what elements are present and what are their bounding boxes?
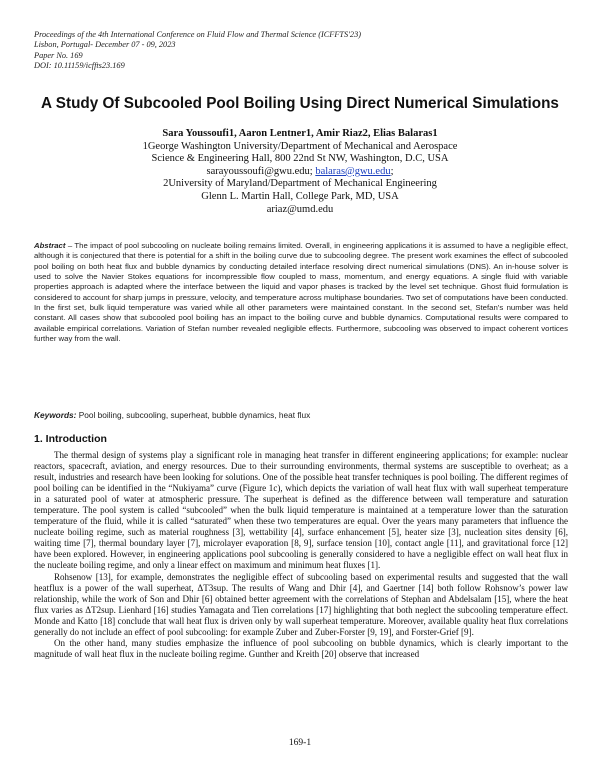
proceedings-line: Proceedings of the 4th International Conference on Fluid Flow and Thermal Science (ICFFTS'23) <box>34 30 361 39</box>
section-heading-introduction: 1. Introduction <box>34 433 107 445</box>
abstract-text: – The impact of pool subcooling on nucleate boiling remains limited. Overall, in engineering applications it is assumed to have a negligible effect, although it is conjectured that there is potential for a shift in the boiling curve due to subcooling degree. The present work examines the effect of subcooled pool boiling on both heat flux and bubble dynamics by conducting detailed interface resolving direct numerical simulations (DNS). An in-house solver is used to solve the Navier Stokes equations for incompressible flow coupled to mass, momentum, and energy equations. A single fluid with variable properties approach is adapted where the interface between the liquid and vapor phases is tracked by the level set technique. Ghost fluid formulation is considered to account for sharp jumps in pressure, velocity, and temperature across multiphase boundaries. Two set of computations have been conducted. In the first set, bulk liquid temperature was varied while all other parameters were maintained constant. In the second set, Stefan’s number was held constant. All cases show that subcooled pool boiling has an impact to the boiling curve and bubble dynamics. Computational results were compared to available empirical correlations. Variation of Stefan number revealed negligible effects. Furthermore, subcooling was observed to impact coherent vortices further way from the wall. <box>34 241 568 344</box>
keywords-label: Keywords: <box>34 410 77 420</box>
email-balaras-link[interactable]: balaras@gwu.edu <box>315 165 391 177</box>
introduction-body <box>34 450 568 660</box>
paper-number-line: Paper No. 169 <box>34 50 83 60</box>
affiliation-1-line-1: 1George Washington University/Department of Mechanical and Aerospace <box>142 140 458 152</box>
email-line-1 <box>60 166 540 179</box>
affiliation-2-line-2: Glenn L. Martin Hall, College Park, MD, USA <box>201 190 399 202</box>
email-sara: sarayoussoufi@gwu.edu; <box>206 165 316 177</box>
paragraph: The thermal design of systems play a significant role in managing heat transfer in different engineering applications; for example: nuclear reactors, spacecraft, aviation, and energy resources. Due to their surrounding environments, thermal systems are susceptible to overheat; as a result, industries and research have been looking for solutions. One of the possible heat transfer techniques is pool boiling. The different regimes of pool boiling can be identified in the “Nukiyama” curve (Figure 1c), which depicts the variation of wall heat flux with wall superheat temperature in a saturated pool of water at atmospheric pressure. The superheat is defined as the difference between wall temperature and saturation temperature. The pool system is called “subcooled” when the bulk liquid temperature is maintained at a temperature lower than the saturation temperature of the fluid, while it is called “saturated” when these two temperatures are equal. Over the years many parameters that influence the nucleate boiling regime, such as material roughness [3], wettability [4], surface enhancement [5], heater size [3], nucleation sites density [6], waiting time [7], thermal boundary layer [7], microlayer evaporation [8, 9], surface tension [10], contact angle [11], and gravitational force [12] have been explored. However, in engineering applications pool subcooling is generally considered to have a negligible effect on wall heat flux in the nucleate boiling regime, and only a linear effect on maximum and minimum heat fluxes [1]. <box>34 450 568 571</box>
author-block <box>60 128 540 216</box>
abstract-label: Abstract <box>34 241 66 250</box>
affiliation-2-line-1: 2University of Maryland/Department of Mechanical Engineering <box>163 178 437 190</box>
doi-line: DOI: 10.11159/icffts23.169 <box>34 61 125 71</box>
author-names: Sara Youssoufi1, Aaron Lentner1, Amir Riaz2, Elias Balaras1 <box>162 128 438 139</box>
proceedings-header <box>34 30 574 72</box>
paragraph: On the other hand, many studies emphasize the influence of pool subcooling on bubble dynamics, which is clearly important to the magnitude of wall heat flux in the nucleate boiling regime. Gunther and Kreith [20] observe that increased <box>34 637 568 659</box>
email-line-2: ariaz@umd.edu <box>266 203 334 215</box>
location-line: Lisbon, Portugal- December 07 - 09, 2023 <box>34 40 176 50</box>
page-number: 169-1 <box>288 738 312 748</box>
paper-title: A Study Of Subcooled Pool Boiling Using Direct Numerical Simulations <box>41 95 559 112</box>
abstract <box>34 241 568 344</box>
affiliation-1-line-2: Science & Engineering Hall, 800 22nd St NW, Washington, D.C, USA <box>151 153 449 165</box>
email-separator: ; <box>390 165 394 177</box>
keywords <box>34 410 568 420</box>
paragraph: Rohsenow [13], for example, demonstrates the negligible effect of subcooling based on experimental results and suggested that the wall heatflux is a power of the wall superheat, ΔT3sup. The results of Wang and Dhir [4], and Gaertner [14] both follow Rohsnow’s power law relationship, while the work of Son and Dhir [6] obtained better agreement with the correlations of Stephan and Abdelsalam [15], where the heat flux varies as ΔT2sup. Lienhard [16] studies Yamagata and Tien correlations [17] highlighting that both neglect the subcooling temperature effect. Monde and Katto [18] conclude that wall heat flux is driven only by wall superheat temperature. Moreover, available quality heat flux correlations generally do not include an effect of pool subcooling: for example Zuber and Zuber-Forster [9, 19], and Forster-Grief [9]. <box>34 571 568 637</box>
keywords-text: Pool boiling, subcooling, superheat, bubble dynamics, heat flux <box>76 410 311 420</box>
